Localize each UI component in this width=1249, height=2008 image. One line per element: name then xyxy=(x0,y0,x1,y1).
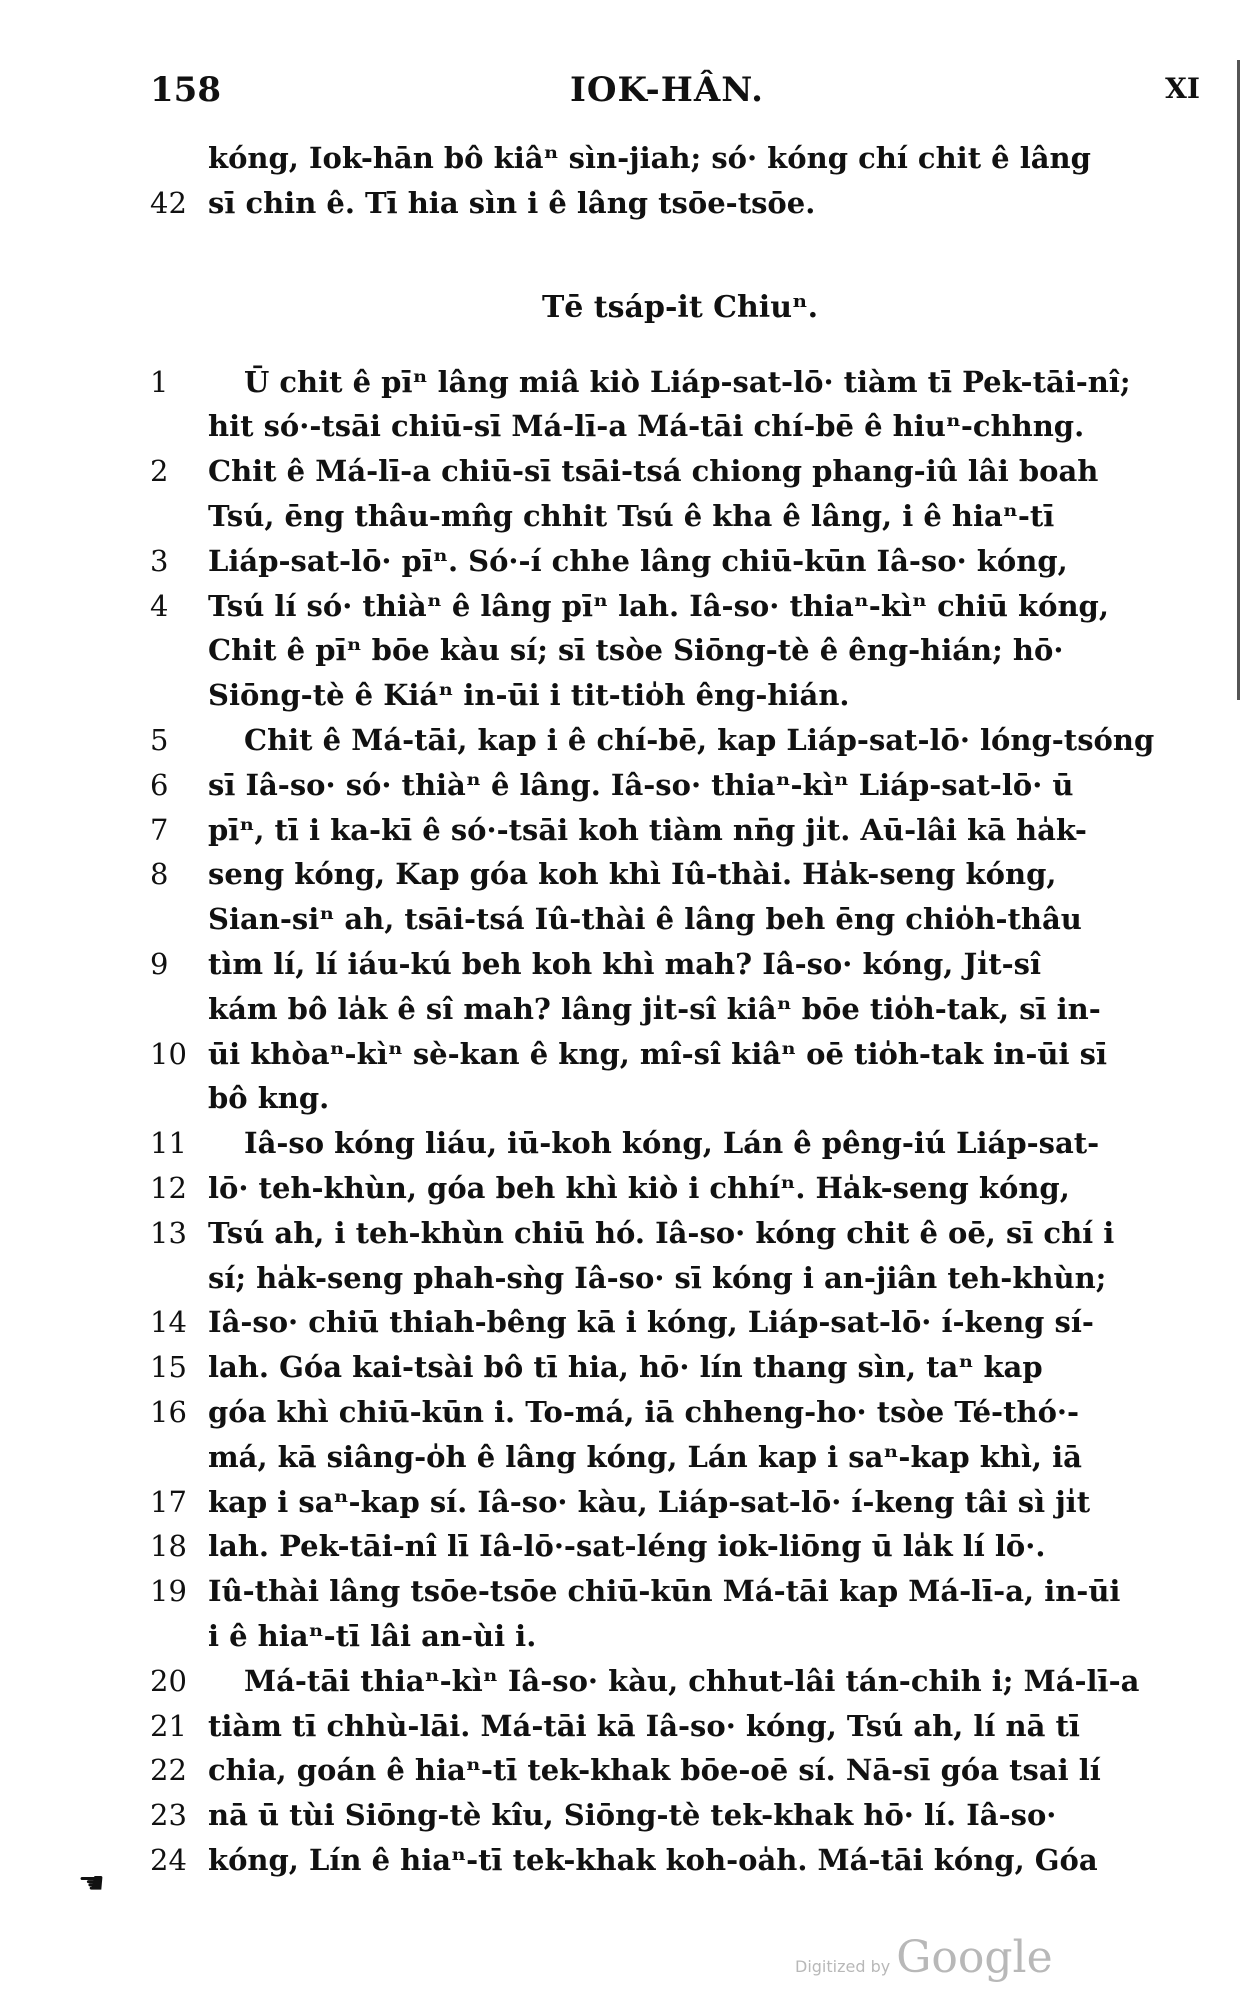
line-text: Chit ê Má-lī-a chiū-sī tsāi-tsá chiong phang-iû lâi boah xyxy=(208,454,1099,489)
line-text: pīⁿ, tī i ka-kī ê só·-tsāi koh tiàm nn̄g jı̍t. Aū-lâi kā ha̍k- xyxy=(208,812,1087,847)
text-line xyxy=(150,1704,1210,1749)
line-text: Tsú ah, i teh-khùn chiū hó. Iâ-so· kóng chit ê oē, sī chí i xyxy=(208,1215,1115,1250)
line-text: kóng, Lín ê hiaⁿ-tī tek-khak koh-oa̍h. Má-tāi kóng, Góa xyxy=(208,1842,1098,1877)
text-line xyxy=(150,1345,1210,1390)
text-line xyxy=(150,852,1210,897)
text-line xyxy=(150,404,1210,449)
verse-number: 8 xyxy=(150,857,169,892)
line-text: lah. Pek-tāi-nî lī Iâ-lō·-sat-léng iok-liōng ū la̍k lí lō·. xyxy=(208,1529,1046,1564)
verse-number: 19 xyxy=(150,1574,187,1609)
line-text: Iâ-so kóng liáu, iū-koh kóng, Lán ê pêng-iú Liáp-sat- xyxy=(244,1126,1100,1161)
text-line xyxy=(150,1032,1210,1077)
text-line xyxy=(150,718,1210,763)
line-text: lah. Góa kai-tsài bô tī hia, hō· lín thang sìn, taⁿ kap xyxy=(208,1350,1043,1385)
text-line xyxy=(150,1300,1210,1345)
text-line xyxy=(150,360,1210,405)
text-line xyxy=(150,1793,1210,1838)
verse-number: 12 xyxy=(150,1170,187,1205)
verse-number: 7 xyxy=(150,812,169,847)
text-line xyxy=(150,942,1210,987)
edge-rule xyxy=(1237,60,1240,700)
text-line xyxy=(150,987,1210,1032)
line-text: sí; ha̍k-seng phah-sǹg Iâ-so· sī kóng i an-jiân teh-khùn; xyxy=(208,1260,1107,1295)
text-line xyxy=(150,539,1210,584)
pointing-hand-icon: ☚ xyxy=(78,1866,105,1901)
line-text: chia, goán ê hiaⁿ-tī tek-khak bōe-oē sí. Nā-sī góa tsai lí xyxy=(208,1753,1101,1788)
line-text: tiàm tī chhù-lāi. Má-tāi kā Iâ-so· kóng, Tsú ah, lí nā tī xyxy=(208,1708,1080,1743)
verse-number: 18 xyxy=(150,1529,187,1564)
chapter-heading xyxy=(150,270,1210,360)
verse-number: 9 xyxy=(150,946,169,981)
verse-number: 6 xyxy=(150,767,169,802)
line-text: Liáp-sat-lō· pīⁿ. Só·-í chhe lâng chiū-kūn Iâ-so· kóng, xyxy=(208,543,1068,578)
text-line xyxy=(150,1390,1210,1435)
text-line xyxy=(150,136,1210,181)
line-text: Ū chit ê pīⁿ lâng miâ kiò Liáp-sat-lō· tiàm tī Pek-tāi-nî; xyxy=(244,364,1131,399)
text-line xyxy=(150,1524,1210,1569)
verse-number: 42 xyxy=(150,185,187,220)
text-line xyxy=(150,1166,1210,1211)
line-text: Iû-thài lâng tsōe-tsōe chiū-kūn Má-tāi kap Má-lī-a, in-ūi xyxy=(208,1574,1121,1609)
line-text: góa khì chiū-kūn i. To-má, iā chheng-ho· tsòe Té-thó·- xyxy=(208,1394,1080,1429)
verse-number: 3 xyxy=(150,543,169,578)
line-text: Siōng-tè ê Kiáⁿ in-ūi i tit-tio̍h êng-hián. xyxy=(208,678,850,713)
chapter-ten-ending xyxy=(150,136,1210,226)
line-text: kóng, Iok-hān bô kiâⁿ sìn-jiah; só· kóng chí chit ê lâng xyxy=(208,141,1091,175)
verse-number: 16 xyxy=(150,1394,187,1429)
verse-number: 21 xyxy=(150,1708,187,1743)
page-header xyxy=(150,70,1200,120)
verse-number: 1 xyxy=(150,364,169,399)
verse-number: 5 xyxy=(150,722,169,757)
verse-number: 11 xyxy=(150,1126,187,1161)
verse-number: 24 xyxy=(150,1842,187,1877)
text-line xyxy=(150,628,1210,673)
verse-number: 23 xyxy=(150,1798,187,1833)
line-text: Chit ê pīⁿ bōe kàu sí; sī tsòe Siōng-tè ê êng-hián; hō· xyxy=(208,633,1064,668)
line-text: bô kng. xyxy=(208,1081,330,1116)
text-line xyxy=(150,897,1210,942)
text-line xyxy=(150,1569,1210,1614)
page-number: 158 xyxy=(150,70,221,110)
chapter-heading-text: Tē tsáp-it Chiuⁿ. xyxy=(541,289,819,325)
text-line xyxy=(150,1748,1210,1793)
watermark-prefix: Digitized by xyxy=(795,1957,891,1976)
text-line xyxy=(150,1480,1210,1525)
chapter-number: XI xyxy=(1165,72,1200,105)
line-text: kám bô la̍k ê sî mah? lâng jı̍t-sî kiâⁿ bōe tio̍h-tak, sī in- xyxy=(208,991,1101,1026)
line-text: lō· teh-khùn, góa beh khì kiò i chhíⁿ. Ha̍k-seng kóng, xyxy=(208,1170,1070,1205)
chapter-eleven-text xyxy=(150,360,1210,1883)
text-line xyxy=(150,763,1210,808)
text-line xyxy=(150,673,1210,718)
line-text: hit só·-tsāi chiū-sī Má-lī-a Má-tāi chí-bē ê hiuⁿ-chhng. xyxy=(208,409,1085,444)
verse-number: 10 xyxy=(150,1036,187,1071)
line-text: ūi khòaⁿ-kìⁿ sè-kan ê kng, mî-sî kiâⁿ oē tio̍h-tak in-ūi sī xyxy=(208,1036,1107,1071)
text-line xyxy=(150,181,1210,226)
text-line xyxy=(150,449,1210,494)
line-text: i ê hiaⁿ-tī lâi an-ùi i. xyxy=(208,1618,537,1653)
line-text: má, kā siâng-o̍h ê lâng kóng, Lán kap i saⁿ-kap khì, iā xyxy=(208,1439,1082,1474)
google-logo: Google xyxy=(896,1932,1053,1983)
line-text: Tsú lí só· thiàⁿ ê lâng pīⁿ lah. Iâ-so· thiaⁿ-kìⁿ chiū kóng, xyxy=(208,588,1109,623)
verse-number: 2 xyxy=(150,454,169,489)
verse-number: 20 xyxy=(150,1663,187,1698)
verse-number: 4 xyxy=(150,588,169,623)
verse-number: 13 xyxy=(150,1215,187,1250)
line-text: sī Iâ-so· só· thiàⁿ ê lâng. Iâ-so· thiaⁿ-kìⁿ Liáp-sat-lō· ū xyxy=(208,767,1074,802)
text-line xyxy=(150,1121,1210,1166)
text-line xyxy=(150,1256,1210,1301)
line-text: kap i saⁿ-kap sí. Iâ-so· kàu, Liáp-sat-lō· í-keng tâi sì jı̍t xyxy=(208,1484,1091,1519)
text-line xyxy=(150,584,1210,629)
line-text: Tsú, ēng thâu-mn̂g chhit Tsú ê kha ê lâng, i ê hiaⁿ-tī xyxy=(208,498,1055,533)
text-line xyxy=(150,808,1210,853)
line-text: Má-tāi thiaⁿ-kìⁿ Iâ-so· kàu, chhut-lâi tán-chih i; Má-lī-a xyxy=(244,1663,1140,1698)
verse-number: 15 xyxy=(150,1350,187,1385)
line-text: Sian-siⁿ ah, tsāi-tsá Iû-thài ê lâng beh ēng chio̍h-thâu xyxy=(208,902,1082,937)
text-line xyxy=(150,1211,1210,1256)
verse-number: 14 xyxy=(150,1305,187,1340)
text-line xyxy=(150,1435,1210,1480)
line-text: tìm lí, lí iáu-kú beh koh khì mah? Iâ-so· kóng, Jı̍t-sî xyxy=(208,946,1041,981)
running-title: IOK-HÂN. xyxy=(570,70,764,110)
verse-number: 22 xyxy=(150,1753,187,1788)
text-line xyxy=(150,1838,1210,1883)
digitized-watermark xyxy=(795,1932,1053,1983)
verse-number: 17 xyxy=(150,1484,187,1519)
text-line xyxy=(150,1614,1210,1659)
text-line xyxy=(150,494,1210,539)
line-text: sī chin ê. Tī hia sìn i ê lâng tsōe-tsōe. xyxy=(208,185,816,220)
line-text: Chit ê Má-tāi, kap i ê chí-bē, kap Liáp-sat-lō· lóng-tsóng xyxy=(244,722,1155,757)
line-text: seng kóng, Kap góa koh khì Iû-thài. Ha̍k-seng kóng, xyxy=(208,857,1057,892)
line-text: Iâ-so· chiū thiah-bêng kā i kóng, Liáp-sat-lō· í-keng sí- xyxy=(208,1305,1094,1340)
text-line xyxy=(150,1659,1210,1704)
body-text xyxy=(150,136,1210,1883)
line-text: nā ū tùi Siōng-tè kîu, Siōng-tè tek-khak hō· lí. Iâ-so· xyxy=(208,1798,1057,1833)
text-line xyxy=(150,1076,1210,1121)
